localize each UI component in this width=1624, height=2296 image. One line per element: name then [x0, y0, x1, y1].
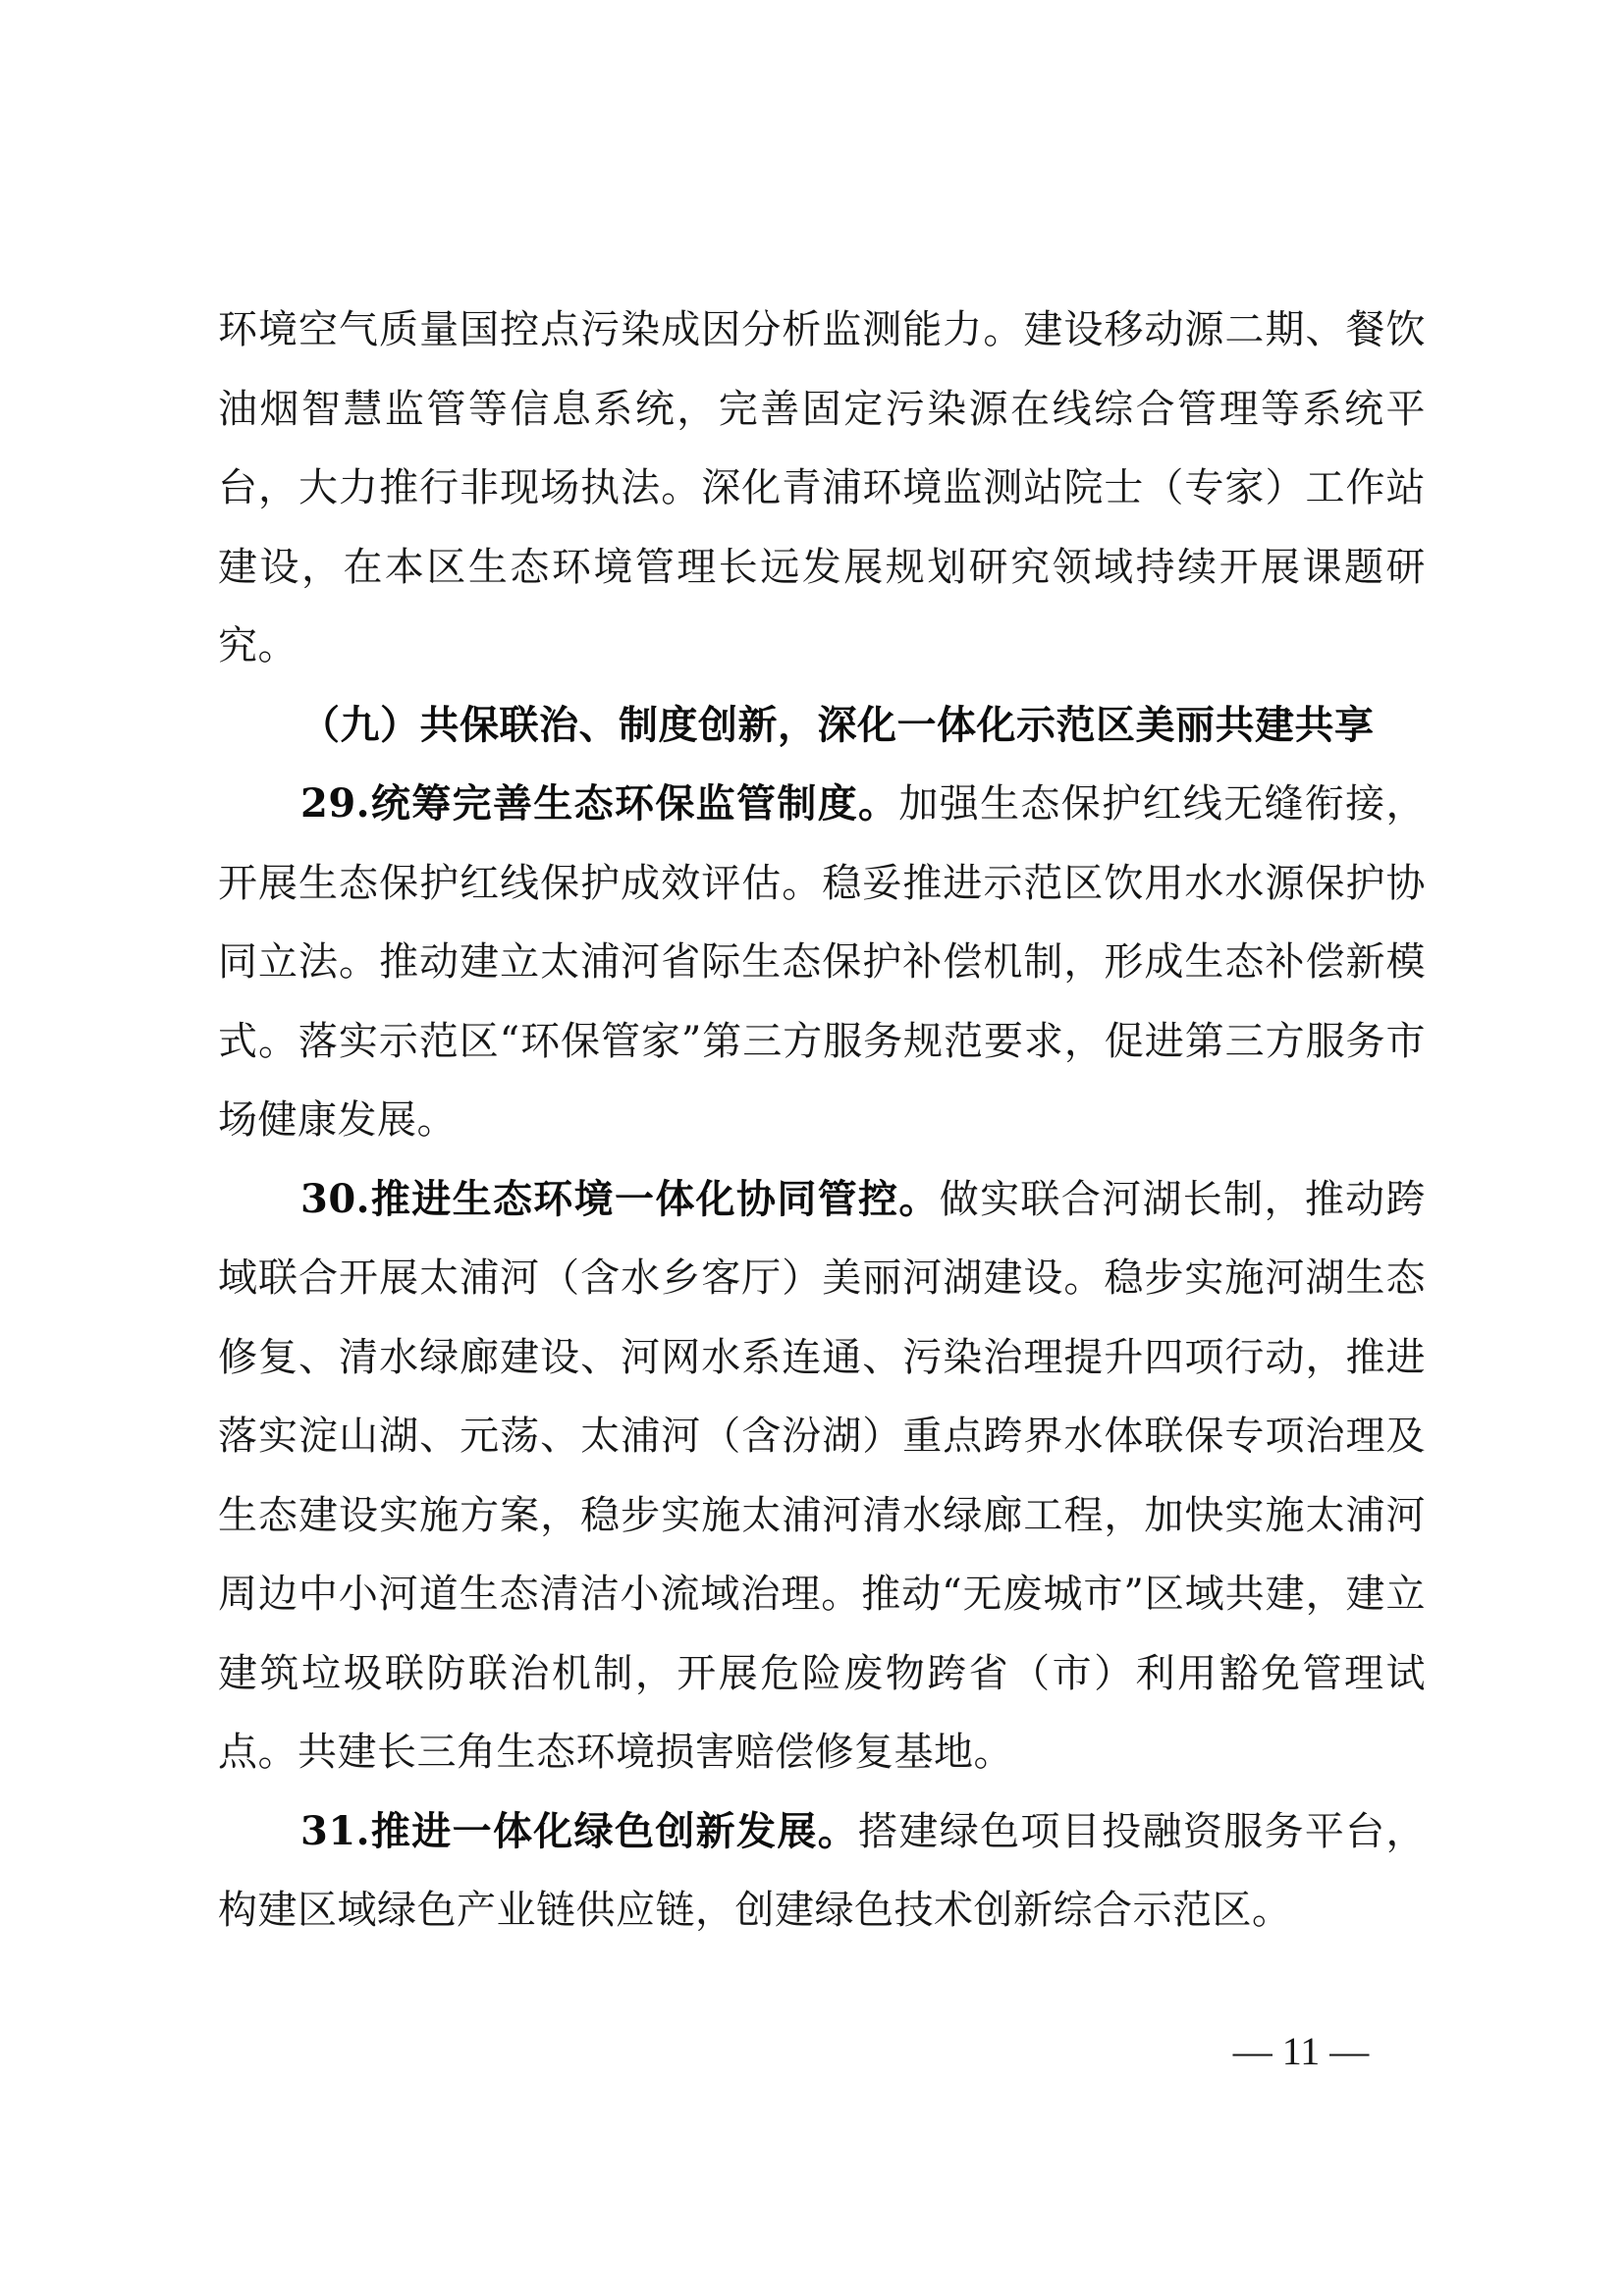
item-31-body: 搭建绿色项目投融资服务平台，构建区域绿色产业链供应链，创建绿色技术创新综合示范区。 [218, 1808, 1426, 1933]
item-29-title: 29.统筹完善生态环保监管制度。 [300, 780, 899, 827]
item-31-title: 31.推进一体化绿色创新发展。 [300, 1807, 859, 1854]
paragraph-continuation: 环境空气质量国控点污染成因分析监测能力。建设移动源二期、餐饮油烟智慧监管等信息系统，完善固定污染源在线综合管理等系统平台，大力推行非现场执法。深化青浦环境监测站院士（专家）工作站建设，在本区生态环境管理长远发展规划研究领域持续开展课题研究。 [218, 307, 1426, 668]
item-30-paragraph [218, 1160, 1426, 1792]
page-number: — 11 — [1232, 2029, 1370, 2073]
item-29-paragraph [218, 765, 1426, 1160]
item-30-title: 30.推进生态环境一体化协同管控。 [300, 1175, 940, 1222]
item-31-paragraph [218, 1792, 1426, 1950]
document-body [218, 291, 1426, 1950]
section-heading: （九）共保联治、制度创新，深化一体化示范区美丽共建共享 [300, 701, 1375, 748]
item-29-body: 加强生态保护红线无缝衔接，开展生态保护红线保护成效评估。稳妥推进示范区饮用水水源保护协同立法。推动建立太浦河省际生态保护补偿机制，形成生态补偿新模式。落实示范区“环保管家”第三方服务规范要求，促进第三方服务市场健康发展。 [218, 781, 1427, 1143]
item-30-body: 做实联合河湖长制，推动跨域联合开展太浦河（含水乡客厅）美丽河湖建设。稳步实施河湖生态修复、清水绿廊建设、河网水系连通、污染治理提升四项行动，推进落实淀山湖、元荡、太浦河（含汾湖）重点跨界水体联保专项治理及生态建设实施方案，稳步实施太浦河清水绿廊工程，加快实施太浦河周边中小河道生态清洁小流域治理。推动“无废城市”区域共建，建立建筑垃圾联防联治机制，开展危险废物跨省（市）利用豁免管理试点。共建长三角生态环境损害赔偿修复基地。 [218, 1176, 1427, 1775]
